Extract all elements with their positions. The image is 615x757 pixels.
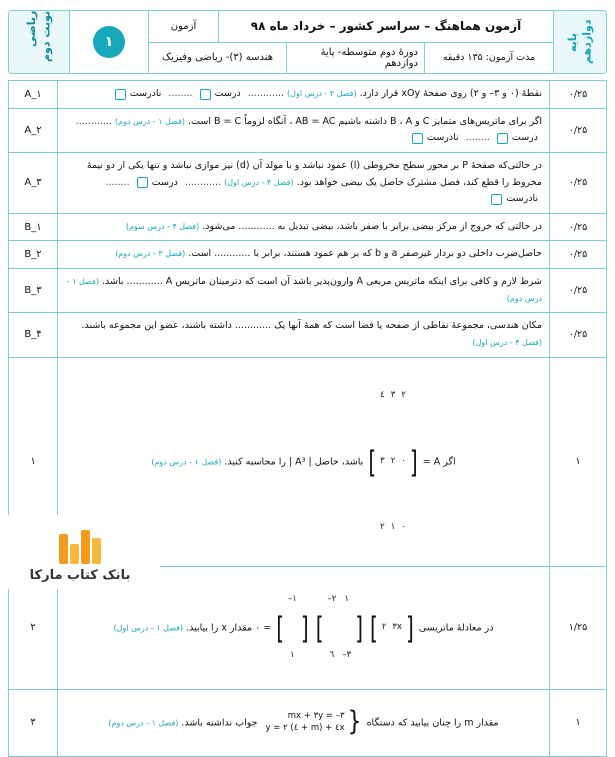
table-row [9, 152, 607, 213]
row-hint: (فصل ۳ - درس دوم) [115, 249, 186, 259]
row-dots: ............ [75, 115, 112, 127]
row-score: ۱ [550, 689, 607, 756]
row-body [58, 269, 550, 313]
matrix-cell: ۲ [381, 622, 387, 633]
questions-table [8, 80, 607, 757]
row-dots-2: ........ [465, 132, 490, 144]
q2-equals: = ۰ [255, 622, 272, 633]
row-hint: (فصل ۱ - درس دوم) [66, 277, 542, 303]
q2-matrix [316, 572, 363, 684]
checkbox-icon[interactable] [491, 194, 502, 205]
exam-title: آزمون هماهنگ – سراسر کشور – خرداد ماه ۹۸ [250, 19, 522, 34]
table-row [9, 313, 607, 357]
table-row [9, 213, 607, 241]
option-true[interactable] [137, 175, 178, 192]
q1-matrix-label: A = [422, 456, 441, 467]
q1-prefix: اگر [443, 456, 456, 467]
option-true-label: درست [511, 132, 538, 144]
row-number: A_۳ [9, 152, 58, 213]
row-body [58, 108, 550, 152]
matrix-cell: ۱ [390, 522, 396, 533]
q2-column-vector [276, 572, 308, 684]
q1-suffix: باشد، حاصل | A³ | را محاسبه کنید. [224, 456, 364, 467]
row-dots-2: ........ [168, 88, 193, 99]
bracket-right-icon: ] [368, 443, 377, 480]
matrix-cell: ۳ [390, 390, 396, 401]
table-row [9, 241, 607, 269]
checkbox-icon[interactable] [137, 177, 148, 188]
header-right-tab [9, 11, 70, 73]
header-left-tab [553, 11, 606, 73]
header-middle [149, 11, 553, 73]
row-body [58, 81, 550, 109]
matrix-cell: ٤ [380, 390, 385, 401]
option-false[interactable] [115, 86, 162, 103]
q3-suffix: جواب نداشته باشد. [181, 717, 258, 728]
row-number: A_۱ [9, 81, 58, 109]
row-text: نقطهٔ (۰ و ۳– و ۲) روی صفحهٔ xOy قرار دارد. [359, 88, 542, 99]
row-body [58, 241, 550, 269]
equation-line: mx + ۳y = –۳ [287, 710, 345, 721]
option-true[interactable] [497, 130, 538, 147]
matrix-cell: ۰ [401, 456, 406, 467]
header-bottom-row [149, 43, 553, 74]
row-text: مکان هندسی، مجموعهٔ نقاطی از صفحه یا فضا است که همهٔ آنها یک ............ داشته باشند، عضو این مجموعه باشند. [81, 320, 542, 332]
row-score: ۰/۲۵ [550, 269, 607, 313]
q2-prefix: در معادلهٔ ماتریسی [418, 622, 494, 633]
bracket-right-icon: ] [276, 609, 285, 646]
option-false-label: نادرست [129, 88, 162, 99]
row-number: ۲ [9, 566, 58, 689]
matrix-cell: ۱ [344, 594, 350, 605]
row-text: شرط لازم و کافی برای اینکه ماتریس مربعی A وارون‌پذیر باشد آن است که دترمینان ماتریس A ............ باشد. [102, 276, 542, 287]
row-dots: ............ [184, 176, 222, 188]
header-top-row [149, 11, 553, 43]
matrix-cell: ۳– [342, 650, 352, 661]
q1-hint: (فصل ۱ - درس دوم) [151, 457, 222, 466]
exam-number-badge [70, 11, 149, 73]
row-number: ۱ [9, 357, 58, 566]
q2-row-vector [370, 600, 414, 656]
matrix-cell: ۰ [401, 522, 406, 533]
row-body [58, 313, 550, 357]
table-row [9, 81, 607, 109]
row-text: اگر برای ماتریس‌های متمایز C و B ، A داشته باشیم AB = AC ، آنگاه لزوماً B = C است. [188, 115, 542, 127]
option-true-label: درست [151, 176, 178, 188]
logo-bar [59, 534, 68, 564]
row-text: در حالتی که خروج از مرکز بیضی برابر با صفر باشد، بیضی تبدیل به ............ می‌شود. [202, 220, 542, 232]
exam-duration: مدت آزمون: ۱۳۵ دقیقه [442, 52, 536, 64]
q3-system-lines [263, 711, 348, 735]
checkbox-icon[interactable] [200, 89, 211, 100]
checkbox-icon[interactable] [497, 133, 508, 144]
row-score: ۰/۲۵ [550, 241, 607, 269]
checkbox-icon[interactable] [412, 133, 423, 144]
row-hint: (فصل ۳ - درس اول) [287, 89, 357, 98]
bracket-left-icon: [ [409, 443, 418, 480]
row-score: ۰/۲۵ [550, 213, 607, 241]
row-body [58, 689, 550, 756]
row-hint: (فصل ۴ - درس اول) [472, 337, 542, 347]
matrix-cell: ۱– [288, 594, 297, 605]
row-number: A_۲ [9, 108, 58, 152]
checkbox-icon[interactable] [115, 89, 126, 100]
bracket-right-icon: ] [370, 609, 378, 646]
exam-course: دورهٔ دوم متوسطه- پایهٔ دوازدهم [287, 43, 425, 74]
brace-icon: { [347, 706, 362, 737]
row-number: B_۱ [9, 213, 58, 241]
q3-hint: (فصل ۱ - درس دوم) [108, 718, 179, 727]
row-hint: (فصل ۱ - درس دوم) [115, 116, 185, 126]
row-score: ۰/۲۵ [550, 152, 607, 213]
bracket-left-icon: [ [300, 609, 309, 646]
row-score: ۰/۲۵ [550, 81, 607, 109]
footer-brand-label: بانک کتاب مارکا [29, 568, 131, 583]
exam-header [8, 10, 607, 74]
row-text: حاصل‌ضرب داخلی دو بردار غیرصفر a و b که بر هم عمود هستند، برابر با ............ است. [188, 248, 542, 260]
matrix-cell: ۳ [380, 456, 385, 467]
exam-subject: هندسه (۳)- ریاضی وفیزیک [149, 43, 287, 74]
option-true[interactable] [200, 86, 241, 103]
row-score: ۱/۲۵ [550, 566, 607, 689]
q3-prefix: مقدار m را چنان بیابید که دستگاه [366, 717, 499, 728]
row-score: ۰/۲۵ [550, 108, 607, 152]
q1-matrix [368, 363, 417, 561]
matrix-cell: ۱ [290, 650, 295, 661]
option-false[interactable] [412, 130, 459, 147]
matrix-cell: ۲ [390, 456, 396, 467]
table-row [9, 108, 607, 152]
table-row [9, 689, 607, 756]
bracket-right-icon: ] [315, 609, 324, 646]
footer-branding [0, 515, 160, 589]
option-false-label: نادرست [506, 193, 538, 205]
row-number: B_۴ [9, 313, 58, 357]
bracket-left-icon: [ [355, 609, 363, 646]
q2-hint: (فصل ۱ - درس اول) [113, 623, 184, 632]
option-false-label: نادرست [427, 132, 459, 144]
marka-logo-icon [59, 528, 101, 564]
logo-bar [81, 530, 90, 564]
row-dots-2: ........ [105, 176, 130, 188]
equation-line: ٤x + (m + ٤) y = ۲ [265, 722, 345, 733]
matrix-cell: ۲ [380, 522, 385, 533]
exam-number: ۱ [93, 26, 125, 58]
row-number: ۳ [9, 689, 58, 756]
q2-suffix: مقدار x را بیابید. [186, 622, 253, 633]
bracket-left-icon: [ [406, 609, 414, 646]
logo-bar [92, 538, 101, 564]
matrix-cell: ٦ [329, 650, 335, 661]
exam-label: آزمون [149, 11, 219, 42]
logo-bar [70, 544, 79, 564]
row-score: ۰/۲۵ [550, 313, 607, 357]
matrix-cell: ۲– [327, 594, 337, 605]
row-score: ۱ [550, 357, 607, 566]
row-text: در حالتی‌که صفحهٔ P بر محور سطح مخروطی (l) عمود نباشد و با مولد آن (d) نیز موازی نباشد و تنها یکی از دو نیمهٔ مخروط را قطع کند، فصل مشترک حاصل یک بیضی خواهد بود. [86, 159, 542, 188]
row-body [58, 213, 550, 241]
table-row [9, 269, 607, 313]
row-body [58, 152, 550, 213]
matrix-cell: ۳x [392, 622, 403, 633]
matrix-cell: ۲ [401, 390, 406, 401]
row-dots: ............ [247, 88, 285, 99]
exam-page [0, 10, 615, 737]
option-false[interactable] [491, 191, 538, 208]
header-right-tab-label: ریاضی نوبت دوم [24, 11, 52, 63]
row-number: B_۳ [9, 269, 58, 313]
row-number: B_۲ [9, 241, 58, 269]
row-hint: (فصل ۴ - درس سوم) [125, 221, 200, 231]
header-left-tab-label: پایه دوازدهم [565, 19, 593, 65]
option-true-label: درست [214, 88, 241, 99]
row-hint: (فصل ۴ - درس اول) [224, 177, 294, 187]
q3-system [263, 706, 362, 737]
